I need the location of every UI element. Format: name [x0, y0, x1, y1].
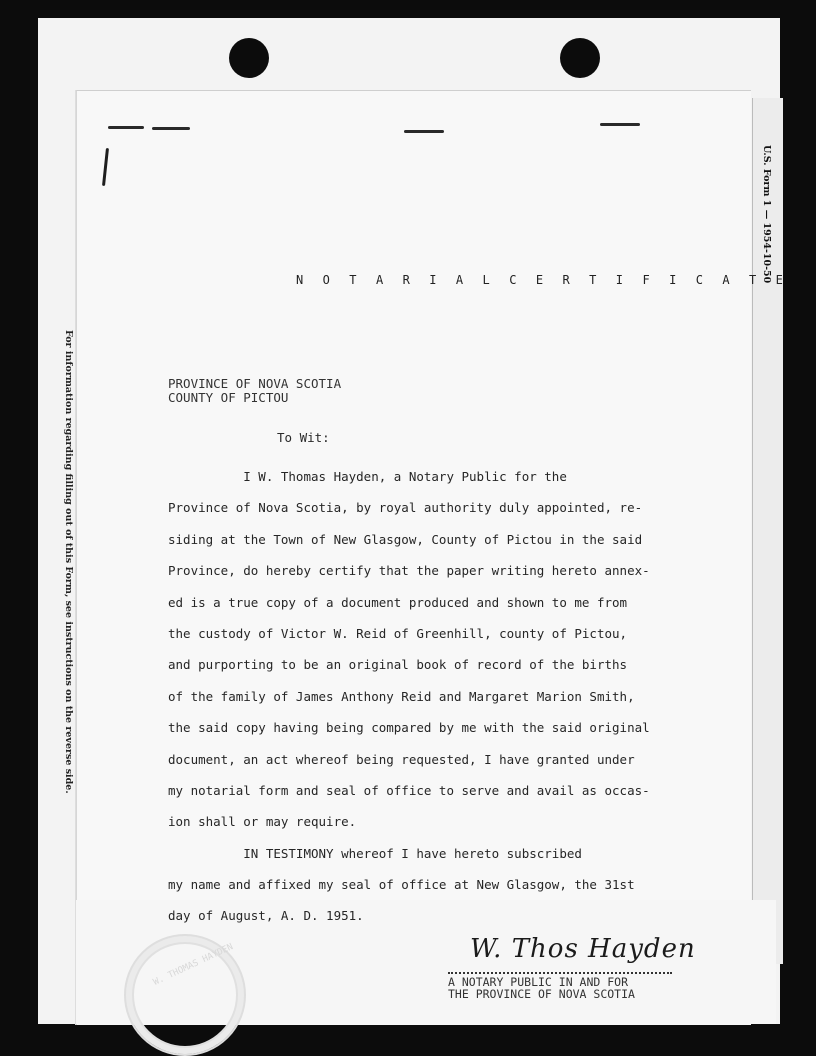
notary-caption	[448, 976, 635, 1000]
certificate-title: N O T A R I A L C E R T I F I C A T E	[296, 273, 790, 287]
body-line: ed is a true copy of a document produced and shown to me from	[168, 594, 628, 610]
punch-hole-right	[560, 38, 600, 78]
punch-hole-left	[229, 38, 269, 78]
body-line: I W. Thomas Hayden, a Notary Public for the	[168, 469, 567, 484]
certificate-body	[168, 469, 650, 940]
staple-mark	[404, 130, 444, 133]
body-line: IN TESTIMONY whereof I have hereto subscribed	[168, 845, 582, 861]
body-line: day of August, A. D. 1951.	[168, 908, 364, 924]
notary-signature: W. Thos Hayden	[470, 934, 696, 964]
jurisdiction-block	[168, 377, 341, 405]
side-note-text: For information regarding filling out of this Form, see instructions on the reverse side.	[63, 330, 74, 794]
body-line: siding at the Town of New Glasgow, County of Pictou in the said	[168, 531, 643, 547]
body-line: my name and affixed my seal of office at New Glasgow, the 31st	[168, 877, 635, 893]
body-line: ion shall or may require.	[168, 814, 357, 830]
province-line: PROVINCE OF NOVA SCOTIA	[168, 376, 342, 391]
body-line: the custody of Victor W. Reid of Greenhill, county of Pictou,	[168, 625, 628, 641]
body-line: the said copy having being compared by me with the said original	[168, 720, 650, 736]
form-number-text: U.S. Form 1 — 1954-10-50	[761, 145, 772, 284]
staple-mark	[152, 127, 190, 130]
county-line: COUNTY OF PICTOU	[168, 390, 289, 405]
body-line: of the family of James Anthony Reid and Margaret Marion Smith,	[168, 688, 635, 704]
signature-line	[448, 972, 672, 974]
seal-text: W. THOMAS HAYDEN	[151, 942, 235, 988]
body-line: my notarial form and seal of office to serve and avail as occas-	[168, 782, 650, 798]
to-wit-label: To Wit:	[277, 430, 330, 445]
body-line: document, an act whereof being requested, I have granted under	[168, 751, 635, 767]
notary-caption-line: THE PROVINCE OF NOVA SCOTIA	[448, 987, 635, 1001]
body-line: and purporting to be an original book of record of the births	[168, 657, 628, 673]
staple-mark	[108, 126, 144, 129]
body-line: Province, do hereby certify that the paper writing hereto annex-	[168, 563, 650, 579]
body-line: Province of Nova Scotia, by royal authority duly appointed, re-	[168, 500, 643, 516]
staple-mark	[600, 123, 640, 126]
notary-caption-line: A NOTARY PUBLIC IN AND FOR	[448, 975, 629, 989]
